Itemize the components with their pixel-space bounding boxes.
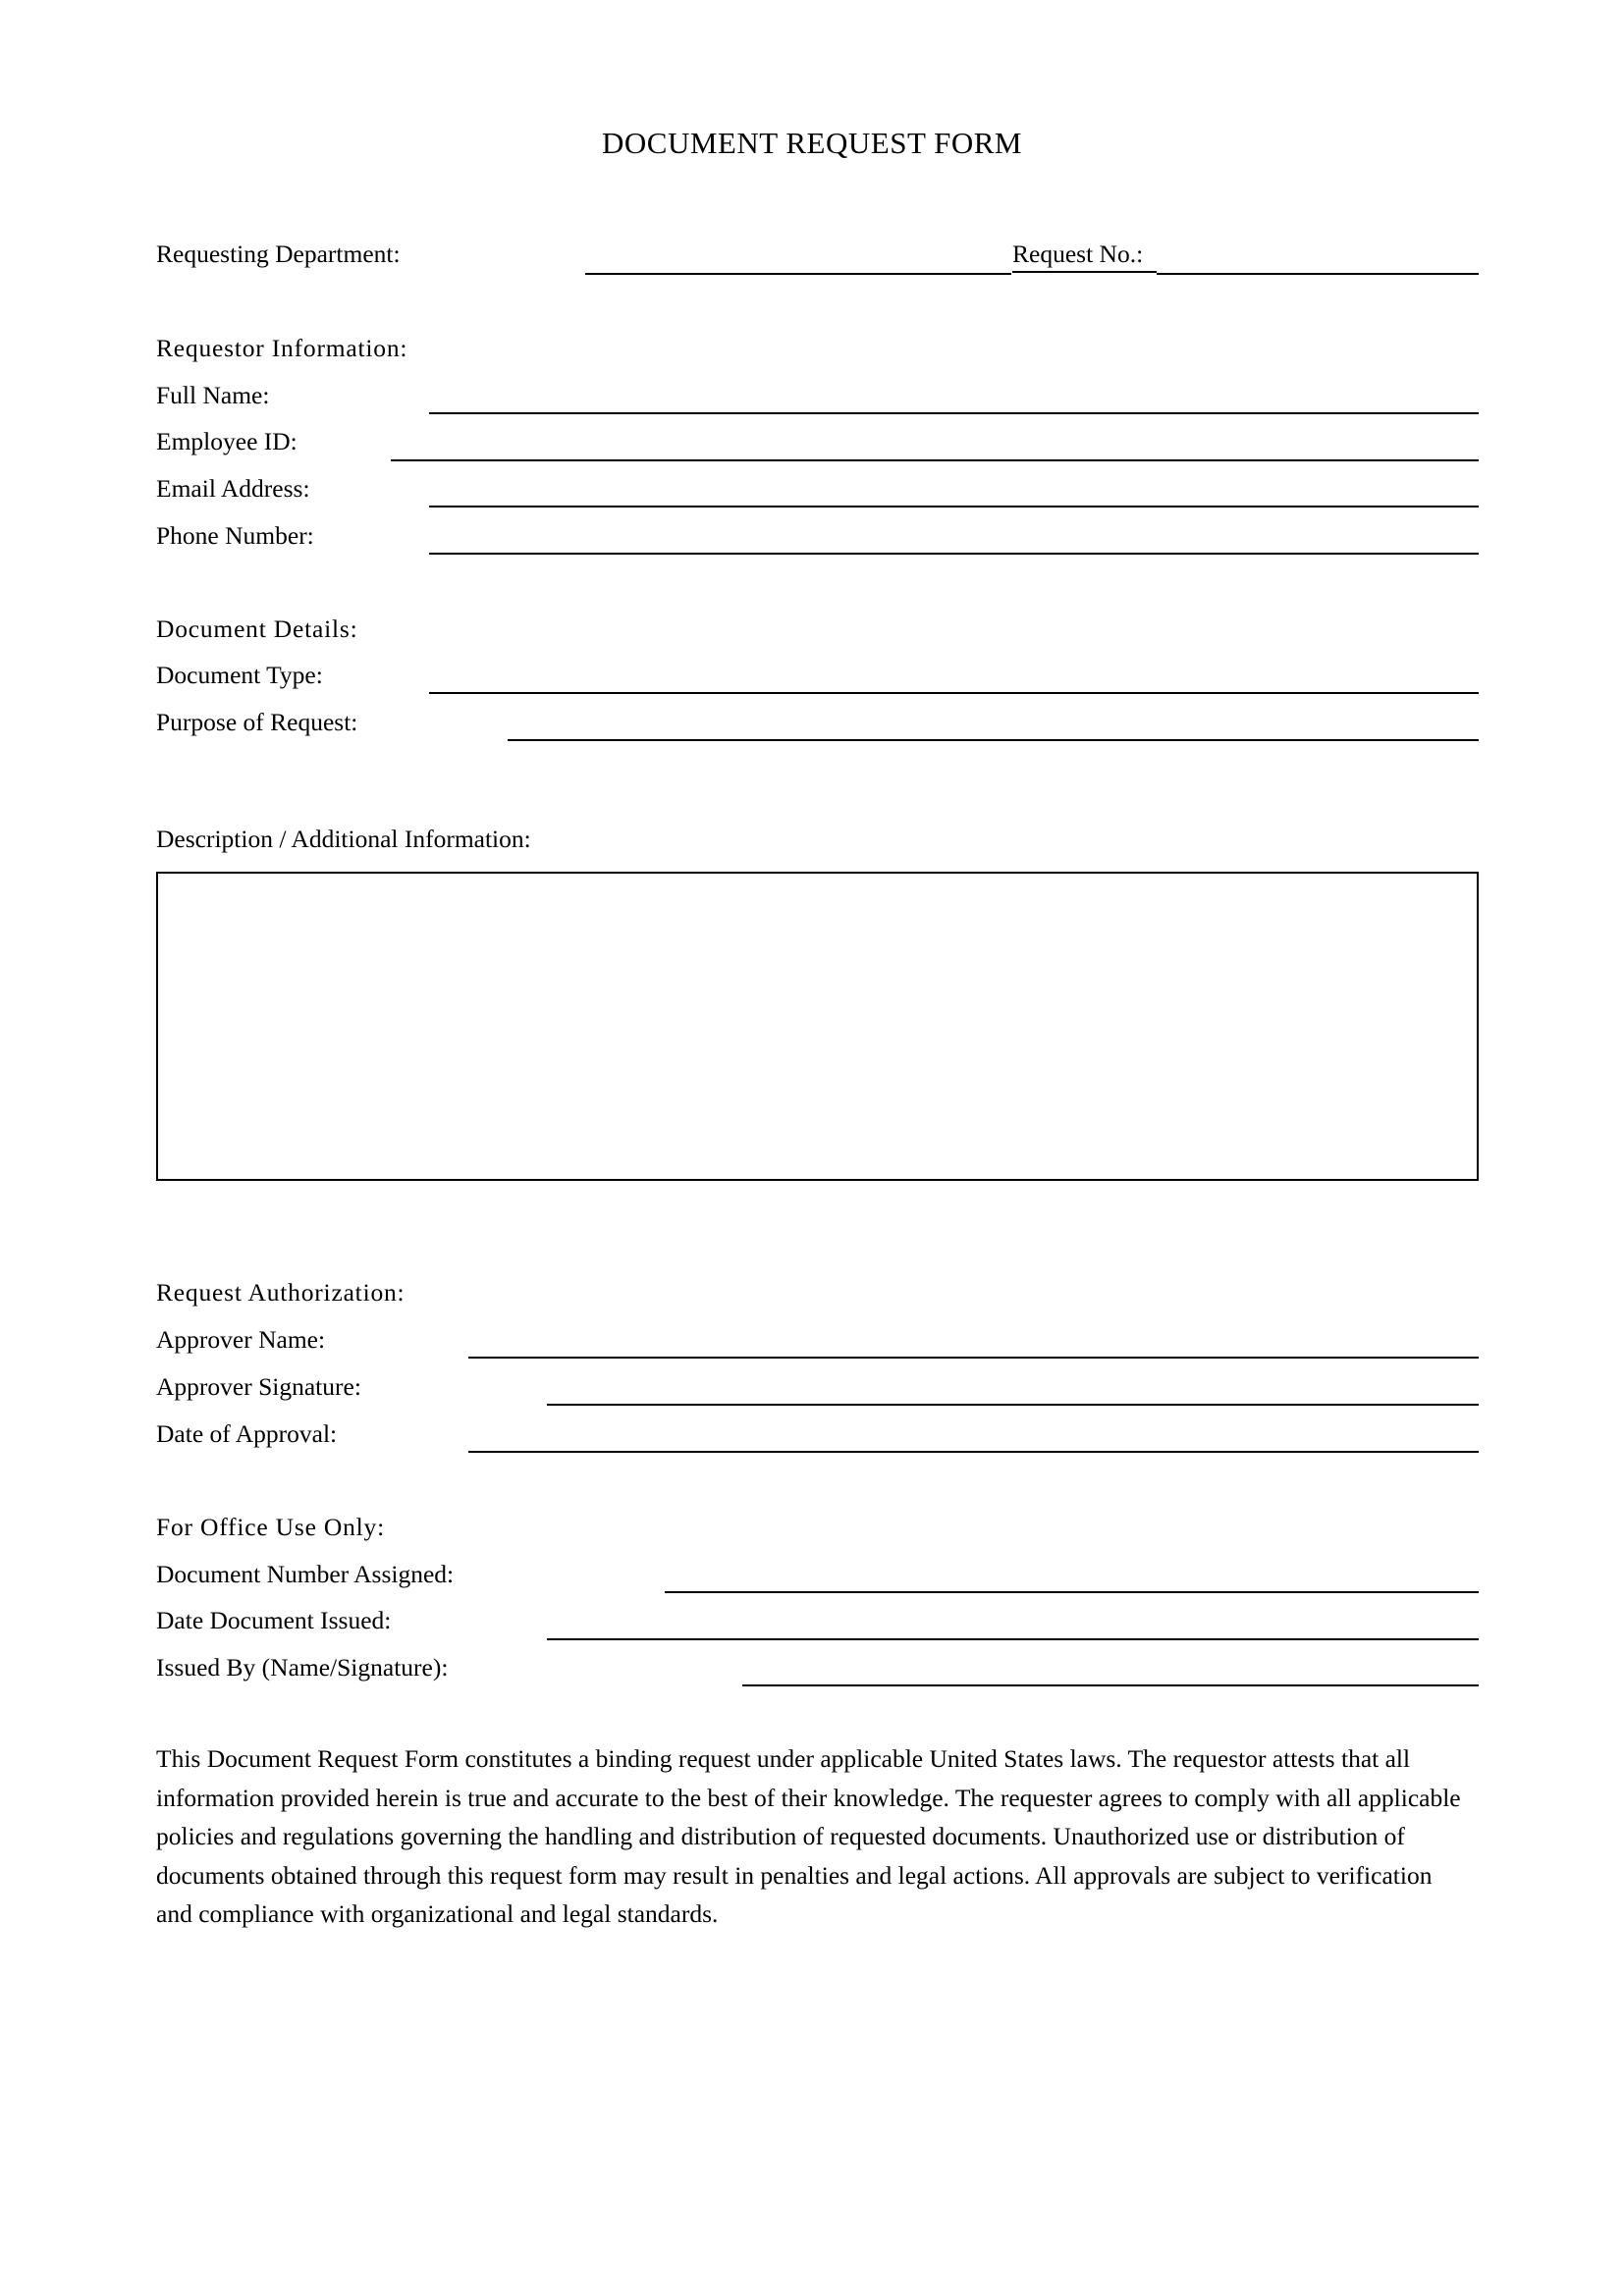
document-type-label: Document Type:: [156, 661, 323, 689]
document-number-assigned-field[interactable]: [665, 1564, 1479, 1593]
purpose-of-request-field[interactable]: [508, 712, 1479, 741]
legal-disclaimer-text: This Document Request Form constitutes a binding request under applicable United States laws. The requestor attests that all information provided herein is true and accurate to the best of their knowledge. The requester agrees to comply with all applicable policies and regulations governing the handling and distribution of requested documents. Unauthorized use or distribution of documents obtained through this request form may result in penalties and legal actions. All approvals are subject to verification and compliance with organizational and legal standards.: [156, 1744, 1461, 1928]
date-of-approval-label: Date of Approval:: [156, 1419, 338, 1448]
requesting-department-label: Requesting Department:: [156, 240, 401, 268]
date-document-issued-field[interactable]: [547, 1611, 1479, 1640]
full-name-field[interactable]: [429, 385, 1479, 414]
approver-name-field[interactable]: [468, 1329, 1479, 1359]
office-use-heading: For Office Use Only:: [156, 1513, 385, 1541]
issued-by-label: Issued By (Name/Signature):: [156, 1653, 449, 1682]
description-label: Description / Additional Information:: [156, 825, 531, 853]
page-title: DOCUMENT REQUEST FORM: [602, 126, 1022, 160]
document-type-field[interactable]: [429, 665, 1479, 694]
authorization-section-heading: Request Authorization:: [156, 1278, 406, 1307]
request-no-field[interactable]: [1157, 245, 1479, 275]
email-address-field[interactable]: [429, 478, 1479, 507]
email-address-label: Email Address:: [156, 474, 310, 503]
employee-id-field[interactable]: [391, 432, 1479, 461]
request-no-label: Request No.:: [1012, 240, 1144, 268]
document-details-heading: Document Details:: [156, 614, 358, 643]
header-underline: [1012, 271, 1157, 273]
document-number-assigned-label: Document Number Assigned:: [156, 1560, 455, 1588]
legal-disclaimer: [156, 1739, 1472, 1934]
date-document-issued-label: Date Document Issued:: [156, 1606, 392, 1634]
full-name-label: Full Name:: [156, 381, 270, 409]
description-textarea[interactable]: [156, 872, 1479, 1181]
requestor-section-heading: Requestor Information:: [156, 334, 408, 362]
approver-signature-field[interactable]: [547, 1376, 1479, 1406]
phone-number-field[interactable]: [429, 525, 1479, 555]
purpose-of-request-label: Purpose of Request:: [156, 708, 358, 736]
requesting-department-field[interactable]: [585, 245, 1011, 275]
approver-signature-label: Approver Signature:: [156, 1372, 361, 1401]
approver-name-label: Approver Name:: [156, 1325, 326, 1354]
employee-id-label: Employee ID:: [156, 427, 298, 455]
date-of-approval-field[interactable]: [468, 1423, 1479, 1453]
phone-number-label: Phone Number:: [156, 521, 314, 550]
issued-by-field[interactable]: [742, 1657, 1479, 1686]
